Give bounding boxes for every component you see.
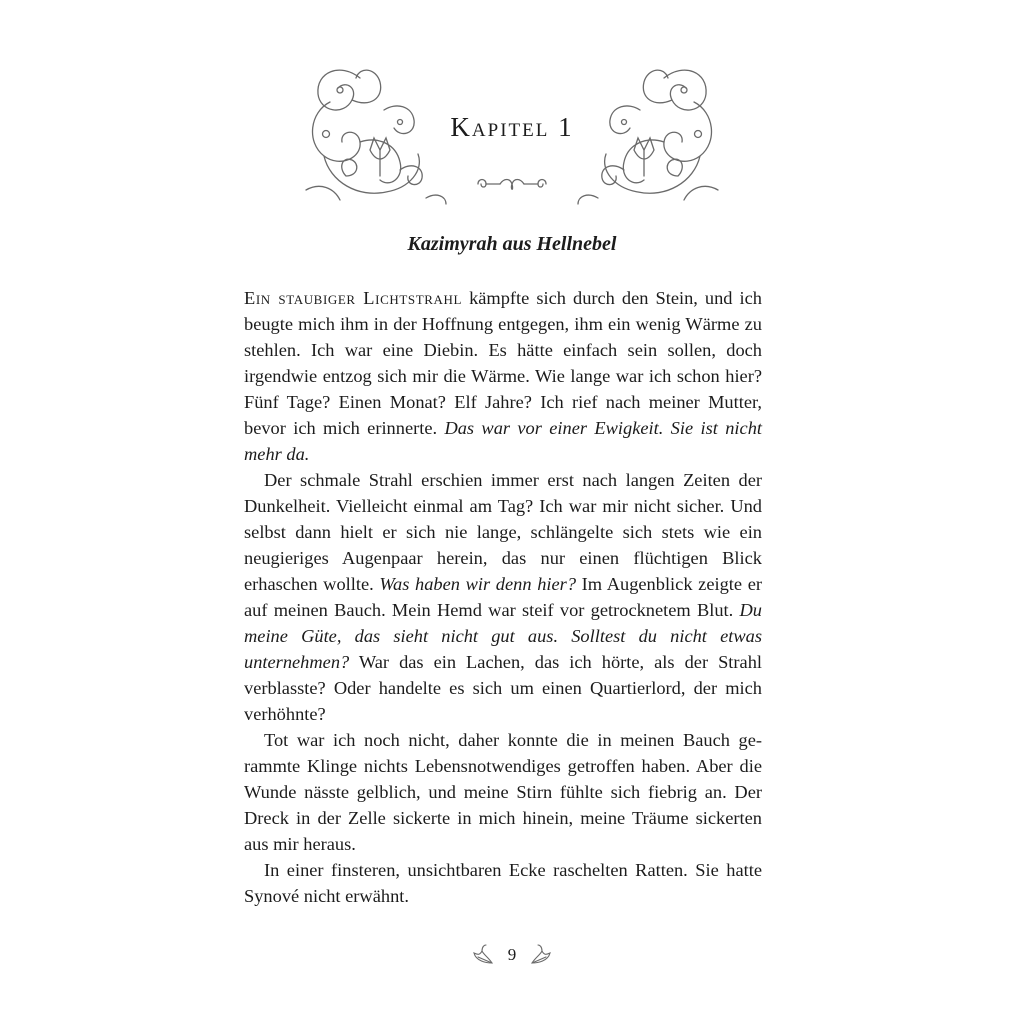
italic-thought: Was haben wir denn hier? [379, 574, 577, 594]
text-run: Im Augenblick zeigte er auf meinen Bauch. Mein Hemd war steif vor getrocknetem Blut. [244, 574, 763, 620]
chapter-body-text [244, 285, 762, 909]
page-footer [456, 940, 568, 970]
paragraph [244, 467, 762, 727]
leaf-right-icon [528, 943, 554, 967]
text-run: In einer finsteren, unsichtbaren Ecke raschelten Ratten. Sie hatte Synové nicht erwähnt. [244, 860, 762, 906]
text-run: Tot war ich noch nicht, daher konnte die in meinen Bauch gerammte Klinge nichts Lebensnotwendiges getroffen haben. Aber die Wunde nässte gelblich, und meine Stirn fühlte sich fiebrig an. Der Dreck in der Zelle sickerte in mich hinein, meine Träume sickerten aus mir heraus. [244, 730, 762, 854]
scroll-flourish-icon [474, 174, 550, 194]
italic-thought: Das war vor einer Ewigkeit. Sie ist nicht mehr da. [244, 418, 762, 464]
paragraph [244, 857, 762, 909]
opening-small-caps: Ein staubiger Lichtstrahl [244, 288, 463, 308]
chapter-subtitle: Kazimyrah aus Hellnebel [407, 233, 617, 255]
leaf-left-icon [470, 943, 496, 967]
italic-thought: Du meine Güte, das sieht nicht gut aus. Solltest du nicht etwas unternehmen? [244, 600, 762, 672]
text-run: Der schmale Strahl erschien immer erst nach langen Zeiten der Dunkelheit. Vielleicht einmal am Tag? Ich war mir nicht sicher. Und selbst dann hielt er sich nie lange, schlängelte sich stets wie ein neugieriges Augenpaar herein, das nur einen flüchtigen Blick erhaschen wollte. [244, 470, 762, 594]
text-run: War das ein Lachen, das ich hörte, als der Strahl verblasste? Oder handelte es sich um einen Quartierlord, der mich verhöhnte? [244, 652, 762, 724]
paragraph [244, 285, 762, 467]
page-number: 9 [507, 945, 517, 964]
chapter-title: Kapitel 1 [450, 112, 574, 142]
paragraph [244, 727, 762, 857]
text-run: kämpfte sich durch den Stein, und ich beugte mich ihm in der Hoffnung entgegen, ihm ein wenig Wärme zu stehlen. Ich war eine Diebin. Es hätte einfach sein sollen, doch irgendwie entzog sich mir die Wärme. Wie lange war ich schon hier? Fünf Tage? Einen Monat? Elf Jahre? Ich rief nach meiner Mutter, bevor ich mich erinnerte. [244, 288, 762, 438]
